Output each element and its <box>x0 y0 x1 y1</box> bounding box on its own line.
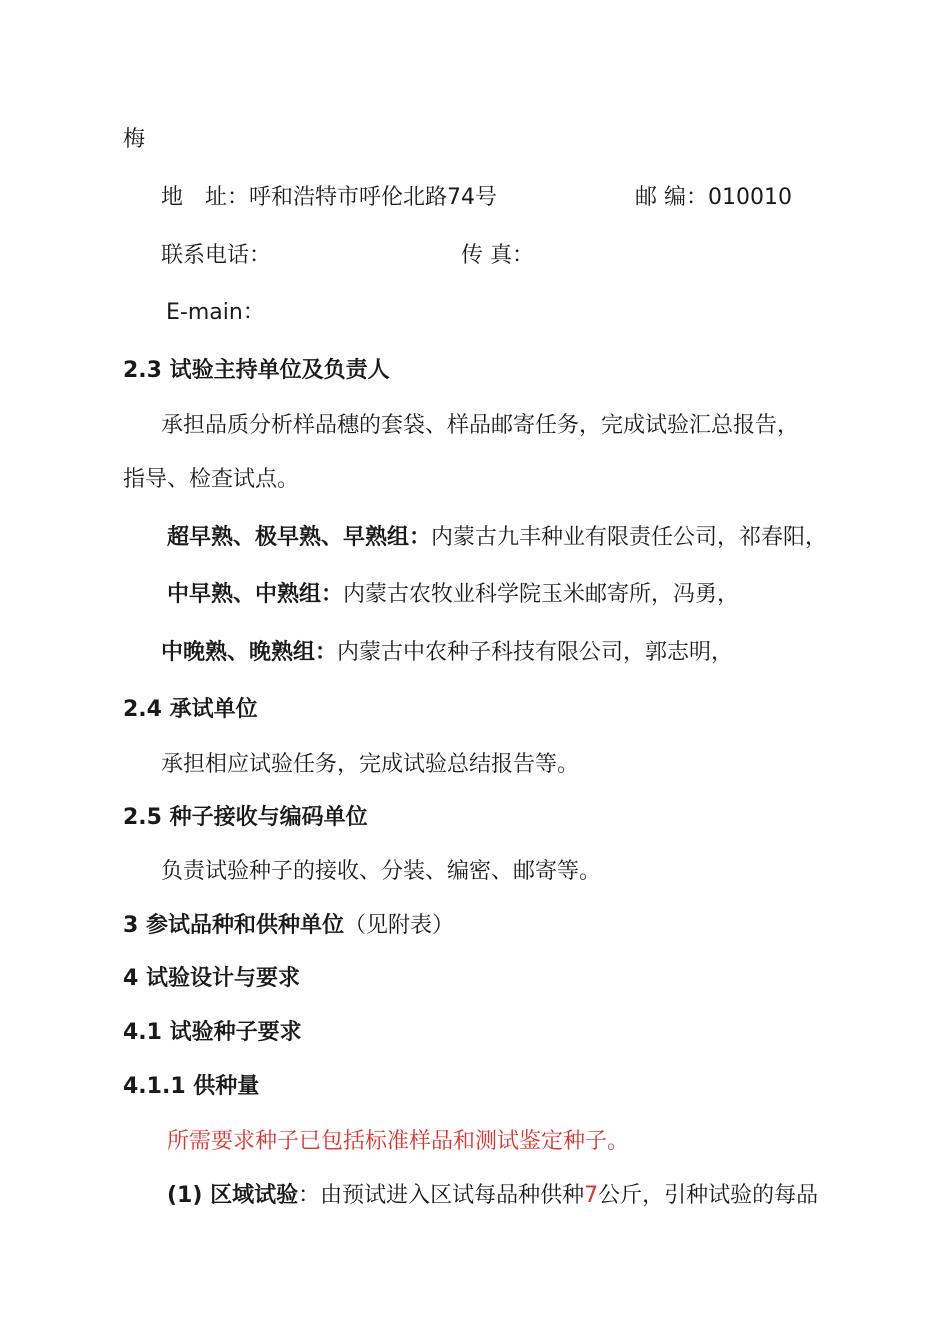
address-line <box>161 183 497 213</box>
section-heading-3 <box>123 911 454 941</box>
section-heading-4-1-1: 4.1.1 供种量 <box>123 1074 260 1099</box>
group-line-2 <box>167 580 739 610</box>
postcode-label: 邮 编： <box>635 185 708 210</box>
section-heading-2-3: 2.3 试验主持单位及负责人 <box>123 358 390 383</box>
paragraph-2-4: 承担相应试验任务，完成试验总结报告等。 <box>161 752 580 777</box>
paragraph-2-3-b: 指导、检查试点。 <box>123 467 300 492</box>
group-line-3 <box>161 638 733 668</box>
group-label-3: 中晚熟、晚熟组： <box>161 640 338 665</box>
address-label: 地 址： <box>161 185 250 210</box>
group-value-3: 内蒙古中农种子科技有限公司，郭志明， <box>337 640 734 665</box>
last-label: (1) 区域试验 <box>167 1183 299 1208</box>
group-label-2: 中早熟、中熟组： <box>167 582 344 607</box>
section-heading-2-4: 2.4 承试单位 <box>123 697 258 722</box>
paragraph-2-5: 负责试验种子的接收、分装、编密、邮寄等。 <box>161 859 602 884</box>
group-value-1: 内蒙古九丰种业有限责任公司，祁春阳， <box>431 525 828 550</box>
last-number: 7 <box>584 1183 599 1208</box>
text-line-1 <box>123 125 145 155</box>
last-line <box>167 1181 818 1211</box>
postcode-line <box>635 183 792 213</box>
section-heading-3-bold: 3 参试品种和供种单位 <box>123 913 344 938</box>
phone-label: 联系电话： <box>161 243 272 268</box>
paragraph-2-3-a: 承担品质分析样品穗的套袋、样品邮寄任务，完成试验汇总报告， <box>161 413 800 438</box>
email-label: E-main： <box>166 300 265 325</box>
address-value: 呼和浩特市呼伦北路74号 <box>249 185 498 210</box>
last-text-a: ：由预试进入区试每品种供种 <box>298 1183 585 1208</box>
group-line-1 <box>167 523 827 553</box>
section-heading-2-5: 2.5 种子接收与编码单位 <box>123 805 368 830</box>
red-note: 所需要求种子已包括标准样品和测试鉴定种子。 <box>167 1129 630 1154</box>
group-label-1: 超早熟、极早熟、早熟组： <box>167 525 432 550</box>
postcode-value: 010010 <box>708 185 792 210</box>
group-value-2: 内蒙古农牧业科学院玉米邮寄所，冯勇， <box>343 582 740 607</box>
last-text-b: 公斤，引种试验的每品 <box>598 1183 819 1208</box>
text-fragment: 梅 <box>123 127 146 152</box>
section-heading-4: 4 试验设计与要求 <box>123 966 300 991</box>
fax-label: 传 真： <box>461 243 534 268</box>
section-heading-3-note: （见附表） <box>343 913 454 938</box>
section-heading-4-1: 4.1 试验种子要求 <box>123 1020 302 1045</box>
